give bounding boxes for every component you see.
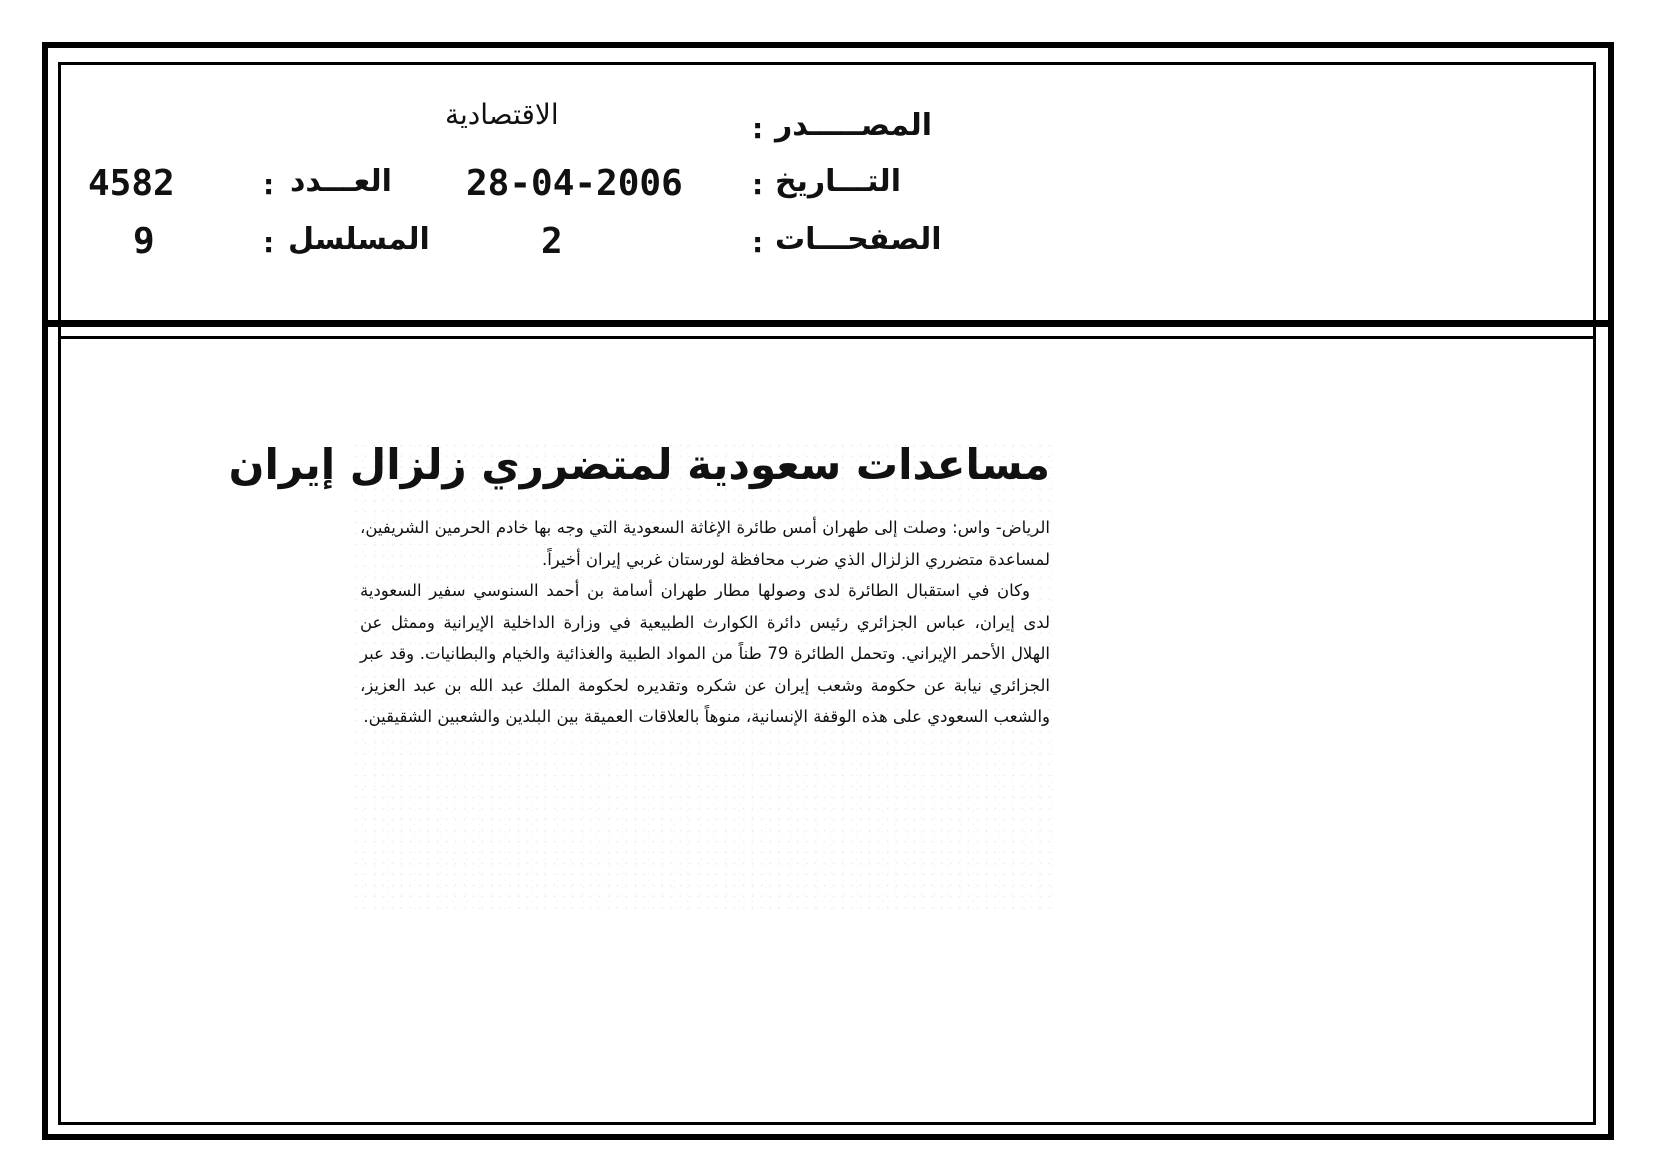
serial-colon: : bbox=[263, 226, 275, 259]
article-paragraph: الرياض- واس: وصلت إلى طهران أمس طائرة الإغاثة السعودية التي وجه بها خادم الحرمين الشريفين، لمساعدة متضرري الزلزال الذي ضرب محافظة لورستان غربي إيران أخيراً. bbox=[360, 518, 1050, 569]
article-headline: مساعدات سعودية لمتضرري زلزال إيران bbox=[228, 440, 1050, 489]
header-divider bbox=[42, 320, 1614, 327]
serial-label: المسلسل bbox=[288, 222, 430, 257]
article-clipping bbox=[228, 440, 1050, 733]
article-paragraph: وكان في استقبال الطائرة لدى وصولها مطار طهران أسامة بن أحمد السنوسي سفير السعودية لدى إيران، عباس الجزائري رئيس دائرة الكوارث الطبيعية في وزارة الداخلية الإيرانية وممثل عن الهلال الأحمر الإيراني. وتحمل الطائرة 79 طناً من المواد الطبية والغذائية والخيام والبطانيات. وقد عبر الجزائري نيابة عن حكومة وشعب إيران عن شكره وتقديره لحكومة الملك عبد الله بن عبد العزيز، والشعب السعودي على هذه الوقفة الإنسانية، منوهاً بالعلاقات العميقة بين البلدين والشعبين الشقيقين. bbox=[360, 581, 1050, 727]
issue-colon: : bbox=[263, 168, 275, 201]
issue-value: 4582 bbox=[88, 163, 175, 204]
source-value: الاقتصادية bbox=[445, 98, 559, 131]
pages-colon: : bbox=[752, 226, 764, 259]
date-label: التـــاريخ bbox=[775, 164, 901, 199]
pages-label: الصفحـــات bbox=[775, 222, 942, 257]
date-colon: : bbox=[752, 168, 764, 201]
serial-value: 9 bbox=[133, 221, 155, 262]
pages-value: 2 bbox=[541, 221, 563, 262]
issue-label: العـــدد bbox=[290, 164, 392, 199]
date-value: 28-04-2006 bbox=[466, 163, 683, 204]
source-label: المصـــــدر bbox=[775, 108, 933, 143]
source-colon: : bbox=[752, 112, 764, 145]
header-divider-inner bbox=[58, 336, 1596, 339]
article-body bbox=[360, 512, 1050, 733]
